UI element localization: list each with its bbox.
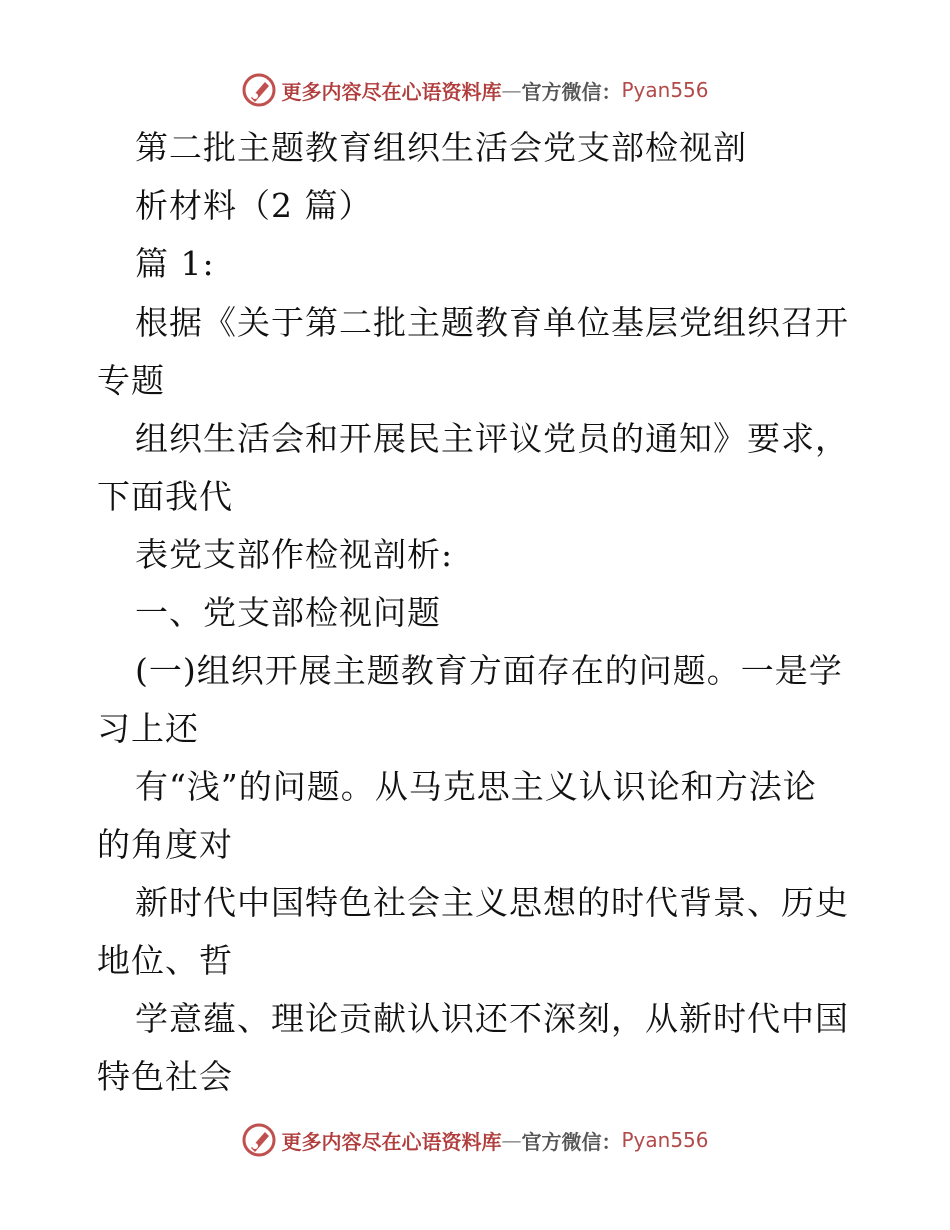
pen-logo-icon: [241, 1122, 277, 1158]
banner-brand-text: 更多内容尽在心语资料库: [281, 1129, 502, 1154]
doc-paragraph-line: 新时代中国特色社会主义思想的时代背景、历史: [135, 883, 849, 922]
banner-dash: —: [501, 1128, 522, 1152]
doc-paragraph-line: 特色社会: [97, 1057, 233, 1096]
doc-title-line-2: 析材料（2 篇）: [135, 186, 373, 225]
banner-wechat-id: Pyan556: [621, 78, 709, 102]
doc-paragraph-line: 专题: [97, 361, 165, 400]
doc-paragraph-line: 根据《关于第二批主题教育单位基层党组织召开: [135, 303, 849, 342]
pen-logo-icon: [241, 72, 277, 108]
header-banner: [0, 70, 950, 110]
doc-paragraph-line: 学意蕴、理论贡献认识还不深刻，从新时代中国: [135, 999, 849, 1038]
footer-banner: [0, 1120, 950, 1160]
doc-paragraph-line: 表党支部作检视剖析:: [135, 535, 454, 574]
doc-paragraph-line: 习上还: [97, 709, 199, 748]
doc-paragraph-line: 的角度对: [97, 825, 233, 864]
doc-section-label: 篇 1:: [135, 244, 215, 283]
banner-wechat-id: Pyan556: [621, 1128, 709, 1152]
doc-paragraph-line: 组织生活会和开展民主评议党员的通知》要求，: [135, 419, 849, 458]
doc-paragraph-line: 有“浅”的问题。从马克思主义认识论和方法论: [135, 767, 817, 806]
banner-brand-text: 更多内容尽在心语资料库: [281, 79, 502, 104]
doc-heading-line: 一、党支部检视问题: [135, 593, 441, 632]
banner-dash: —: [501, 78, 522, 102]
doc-paragraph-line: 地位、哲: [97, 941, 233, 980]
doc-title-line-1: 第二批主题教育组织生活会党支部检视剖: [135, 128, 747, 167]
banner-wechat-label: 官方微信：: [521, 1129, 622, 1154]
banner-wechat-label: 官方微信：: [521, 79, 622, 104]
doc-paragraph-line: 下面我代: [97, 477, 233, 516]
doc-paragraph-line: (一)组织开展主题教育方面存在的问题。一是学: [135, 651, 843, 690]
